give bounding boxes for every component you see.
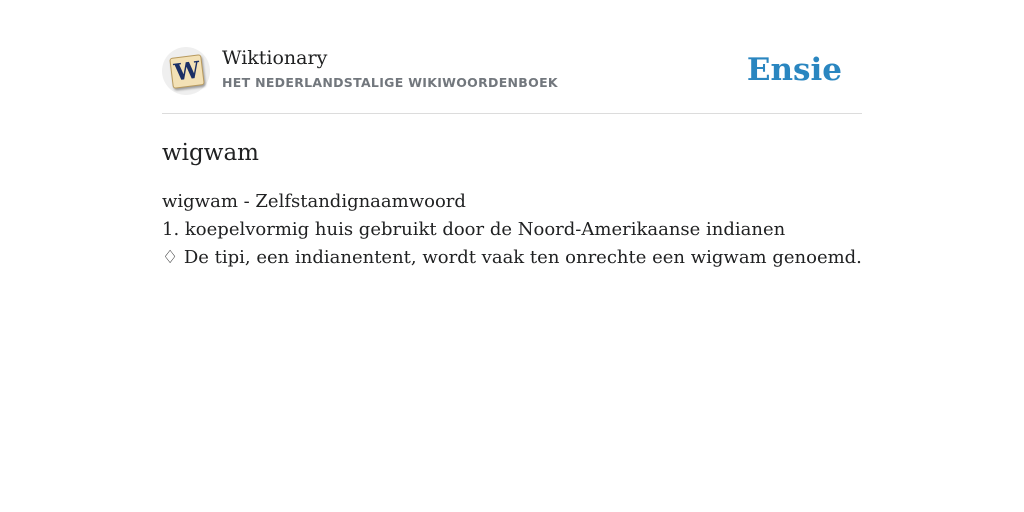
entry-title: wigwam [162,140,259,166]
definition-block [162,188,862,272]
word-type-line: wigwam - Zelfstandignaamwoord [162,191,466,212]
ensie-brand-link[interactable]: Ensie [746,52,842,88]
site-name[interactable]: Wiktionary [222,47,328,69]
w-tile-icon: W [169,54,205,89]
site-tagline: HET NEDERLANDSTALIGE WIKIWOORDENBOEK [222,75,558,90]
page [162,0,862,272]
wiktionary-logo[interactable] [162,47,210,95]
definition-line: 1. koepelvormig huis gebruikt door de Noord-Amerikaanse indianen [162,219,786,240]
header [162,46,862,114]
example-line: ♢ De tipi, een indianentent, wordt vaak ten onrechte een wigwam genoemd. [162,247,862,268]
